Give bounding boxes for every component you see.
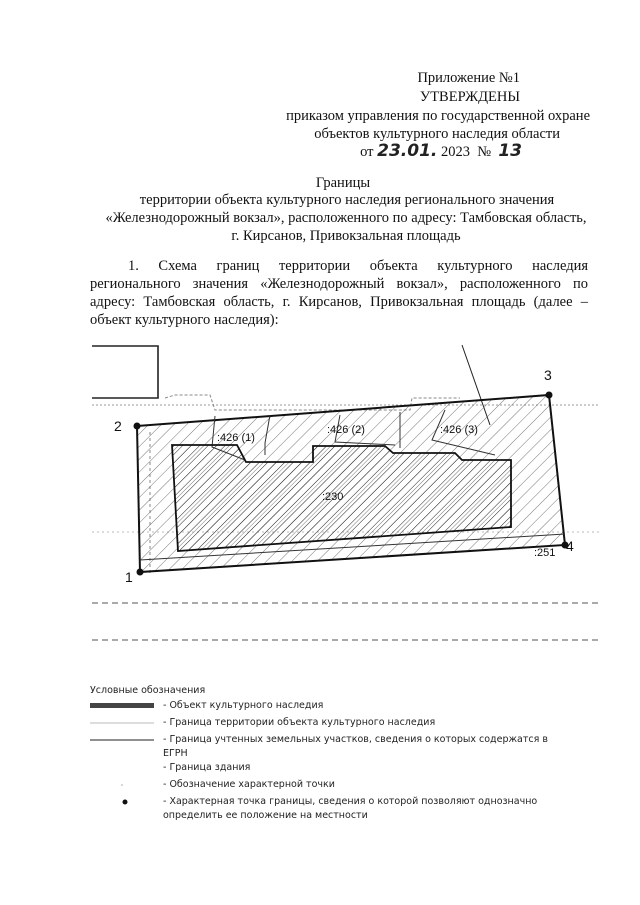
title-line-4: г. Кирсанов, Привокзальная площадь (231, 228, 461, 244)
document-page: Приложение №1 УТВЕРЖДЕНЫ приказом управления по государственной охране объектов культурного наследия области от 23.01. 2023 № 13 Границы территории объекта культурного наследия регионального значения «Железнодорожный вокзал», расположенного по адресу: Тамбовская область, г. Кирсанов, Привокзальная площадь 1. Схема границ территории объекта культурного наследия регионального значения «Железнодорожный вокзал», расположенного по адресу: Тамбовская область, г. Кирсанов, Привокзальная площадь (далее – объект культурного наследия): 1 2 3 4 :426 (1) :426 (2) :426 (3) :230 :251 Условные обозначения - Объект культурного наследия - Граница территории объекта культурного наследия - Граница учтенных земельных участков, сведения о которых содержатся в ЕГРН - Граница здания - Обозначение характерной точки - Характерная точка границы, сведения о которой позволяют однозначно определить ее положение на местности (0, 0, 640, 905)
parcel-label-426-3: :426 (3) (440, 424, 478, 436)
order-line-1: приказом управления по государственной охране (286, 108, 590, 124)
approved-label: УТВЕРЖДЕНЫ (419, 89, 520, 105)
appendix-label: Приложение №1 (417, 70, 520, 86)
cadastral-boundary-symbol (90, 735, 160, 745)
handwritten-date: 23.01. (377, 141, 438, 161)
paragraph-line-1: 1. Схема границ территории объекта культурного наследия (128, 258, 588, 274)
title-line-3: «Железнодорожный вокзал», расположенного по адресу: Тамбовская область, (105, 210, 587, 226)
point-label-1: 1 (125, 569, 133, 585)
paragraph-line-4: объект культурного наследия): (90, 312, 279, 328)
title-line-1: Границы (315, 175, 371, 191)
point-designation-symbol (90, 780, 160, 790)
parcel-label-426-2: :426 (2) (327, 424, 365, 436)
title-line-2: территории объекта культурного наследия регионального значения (139, 192, 555, 208)
boundary-point-1 (137, 569, 144, 576)
territory-boundary-symbol (90, 718, 160, 728)
point-label-3: 3 (544, 367, 552, 383)
date-prefix: от (360, 144, 374, 160)
parcel-label-230: :230 (322, 491, 344, 503)
heritage-object-symbol (90, 701, 160, 711)
point-label-4: 4 (566, 538, 574, 554)
paragraph-line-3: адресу: Тамбовская область, г. Кирсанов, Привокзальная площадь (далее – (90, 294, 588, 310)
order-year: 2023 (440, 144, 470, 160)
parcel-label-426-1: :426 (1) (217, 432, 255, 444)
number-sign: № (477, 144, 492, 160)
boundary-point-3 (546, 392, 553, 399)
legend-title: Условные обозначения (90, 685, 206, 696)
handwritten-number: 13 (498, 141, 522, 161)
order-line-2: объектов культурного наследия области (314, 126, 560, 142)
paragraph-line-2: регионального значения «Железнодорожный вокзал», расположенного по (90, 276, 588, 292)
point-label-2: 2 (114, 418, 122, 434)
boundary-point-2 (134, 423, 141, 430)
parcel-label-251: :251 (534, 547, 556, 559)
characteristic-point-symbol (90, 797, 160, 807)
